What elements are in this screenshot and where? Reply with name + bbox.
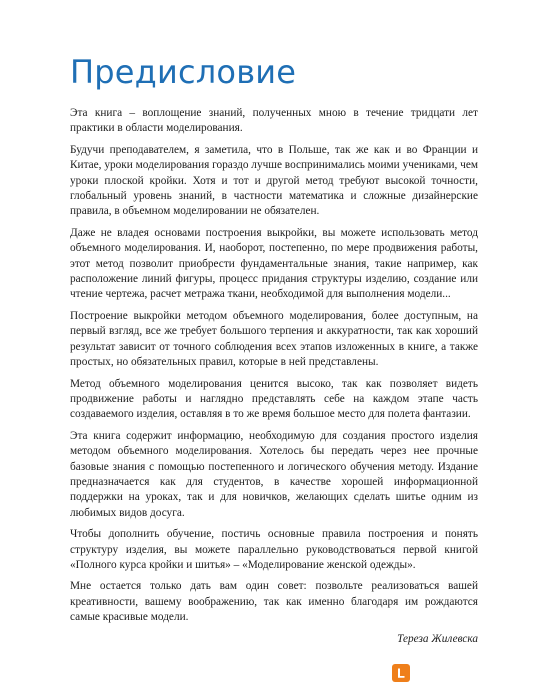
paragraph: Будучи преподавателем, я заметила, что в Польше, так же как и во Франции и Китае, уроки моделирования гораздо лучше воспринимались моими учениками, чем уроки плоской кройки. Хотя и тот и другой метод требуют высокой точности, глобальный уровень знаний, в частности математика и сложные дизайнерские правила, в объемном моделировании не обязателен. xyxy=(70,143,479,218)
preface-text xyxy=(70,106,478,647)
paragraph: Метод объемного моделирования ценится высоко, так как позволяет видеть продвижение работы и наглядно представлять себе на каждом этапе часть создаваемого изделия, оставляя в то же время большое место для полета фантазии. xyxy=(70,377,478,421)
paragraph: Эта книга содержит информацию, необходимую для создания простого изделия методом объемного моделирования. Хотелось бы передать через нее прочные базовые знания с помощью постепенного и логического обучения методу. Издание предназначается как для студентов, в качестве хорошей информационной поддержки на уроках, так и для новичков, желающих сделать шитье одним из любимых видов досуга. xyxy=(70,429,478,519)
labirint-l-glyph xyxy=(395,667,407,679)
labirint-l-icon xyxy=(392,664,410,682)
author-signature: Тереза Жилевска xyxy=(397,632,478,645)
paragraph: Мне остается только дать вам один совет: позвольте реализоваться вашей креативности, вашему воображению, так как именно благодаря им рождаются самые красивые модели. xyxy=(70,580,478,624)
paragraph: Построение выкройки методом объемного моделирования, более доступным, на первый взгляд, все же требует большого терпения и аккуратности, так как хороший результат зависит от точного соблюдения всех этапов изложенных в книге, а также простых, но обязательных правил, которые в ней представлены. xyxy=(70,309,478,369)
page-title: Предисловие xyxy=(70,53,297,91)
paragraph: Чтобы дополнить обучение, постичь основные правила построения и понять структуру изделия, вы можете параллельно руководствоваться первой книгой «Полного курса кройки и шитья» – «Моделирование женской одежды». xyxy=(70,528,478,571)
paragraph: Даже не владея основами построения выкройки, вы можете использовать метод объемного моделирования. И, наоборот, постепенно, по мере продвижения работы, этот метод позволит приобрести фундаментальные знания, такие например, как расположение линий фигуры, процесс придания структуры изделию, создание или чтение чертежа, расчет метража ткани, необходимой для выполнения модели... xyxy=(70,226,478,301)
paragraph: Эта книга – воплощение знаний, полученных мною в течение тридцати лет практики в области моделирования. xyxy=(70,107,478,135)
